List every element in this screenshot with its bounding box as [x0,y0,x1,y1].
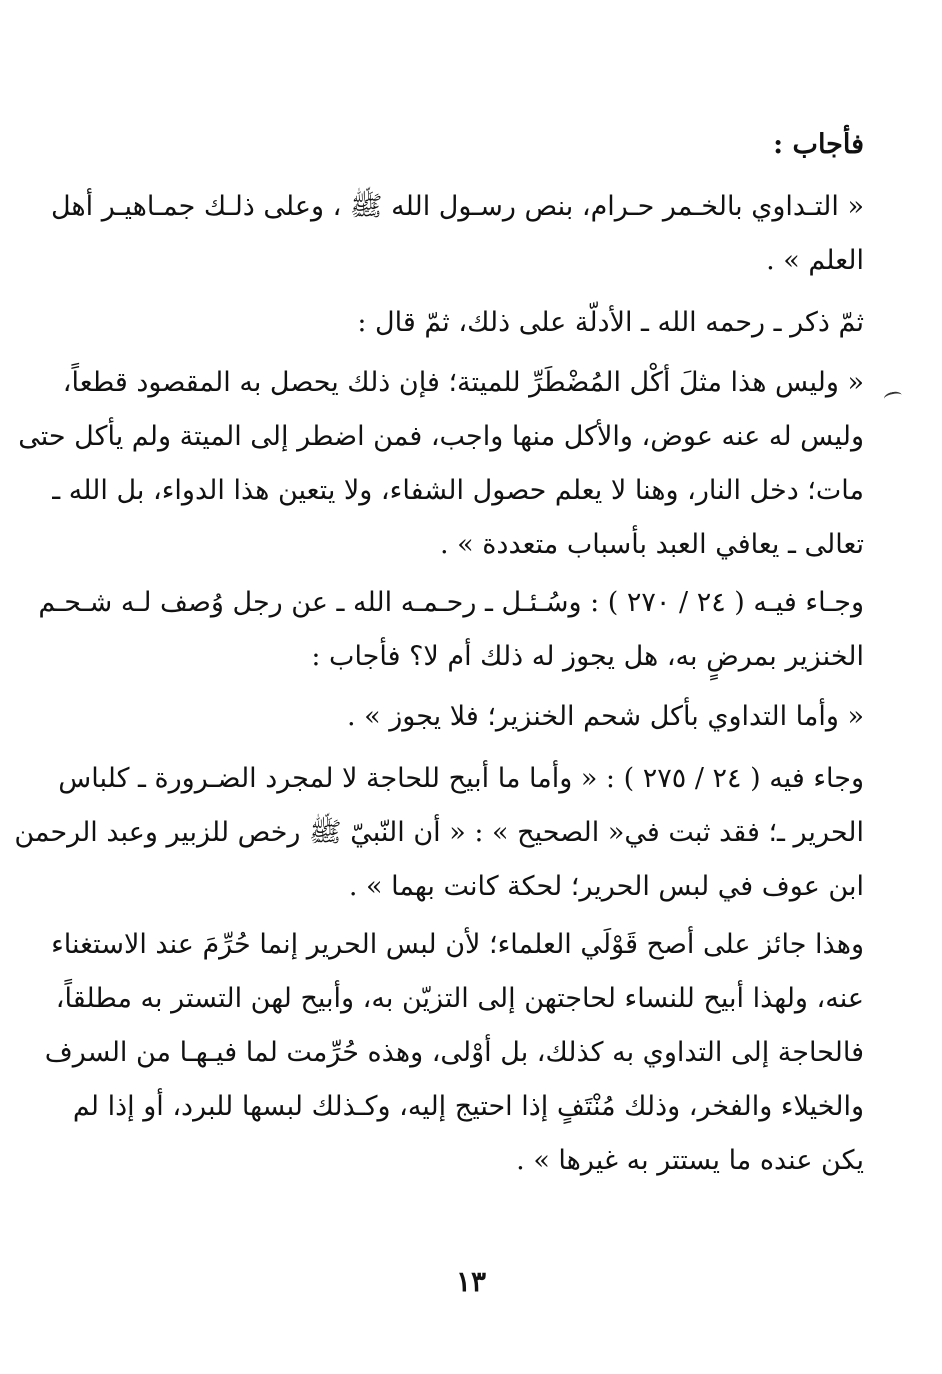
heading-fa-ajab: فأجاب : [773,129,864,160]
paragraph-line: فالحاجة إلى التداوي به كذلك، بل أوْلى، وهذه حُرِّمت لما فيـهـا من السرف [44,1037,864,1068]
paragraph-line: وجـاء فيـه ( ٢٤ / ٢٧٠ ) : وسُـئـل ـ رحـمـه الله ـ عن رجل وُصف لـه شـحـم [38,587,864,618]
paragraph-line: والخيلاء والفخر، وذلك مُنْتَفٍ إذا احتيج إليه، وكـذلك لبسها للبرد، أو إذا لم [72,1091,864,1122]
paragraph-line: عنه، ولهذا أبيح للنساء لحاجتهن إلى التزيّن به، وأبيح لهن التستر به مطلقاً، [55,983,864,1014]
paragraph-3 [18,356,864,572]
paragraph-line: ابن عوف في لبس الحرير؛ لحكة كانت بهما » . [348,871,864,902]
paragraph-line: تعالى ـ يعافي العبد بأسباب متعددة » . [440,529,864,560]
paragraph-line: العلم » . [766,245,864,276]
margin-mark-icon [883,390,903,404]
paragraph-7 [44,918,864,1188]
paragraph-2 [100,296,864,350]
paragraph-1 [50,180,864,288]
paragraph-line: ثمّ ذكر ـ رحمه الله ـ الأدلّة على ذلك، ثمّ قال : [357,307,864,338]
paragraph-line: الحرير ـ؛ فقد ثبت في« الصحيح » : « أن النّبيّ ﷺ رخص للزبير وعبد الرحمن [14,817,864,848]
paragraph-line: يكن عنده ما يستتر به غيرها » . [516,1145,864,1176]
paragraph-line: الخنزير بمرضٍ به، هل يجوز له ذلك أم لا؟ فأجاب : [311,641,864,672]
paragraph-line: « التـداوي بالخـمر حـرام، بنص رسـول الله ﷺ ، وعلى ذلـك جمـاهيـر أهل [50,191,864,222]
page-number: ١٣ [455,1265,487,1298]
paragraph-line: وليس له عنه عوض، والأكل منها واجب، فمن اضطر إلى الميتة ولم يأكل حتى [18,421,864,452]
paragraph-line: وجاء فيه ( ٢٤ / ٢٧٥ ) : « وأما ما أبيح للحاجة لا لمجرد الضـرورة ـ كلباس [58,763,864,794]
paragraph-4 [38,576,864,684]
paragraph-line: « وأما التداوي بأكل شحم الخنزير؛ فلا يجوز » . [346,701,864,732]
paragraph-line: مات؛ دخل النار، وهنا لا يعلم حصول الشفاء، ولا يتعين هذا الدواء، بل الله ـ [52,475,864,506]
paragraph-line: وهذا جائز على أصح قَوْلَي العلماء؛ لأن لبس الحرير إنما حُرِّمَ عند الاستغناء [51,929,864,960]
paragraph-line: « وليس هذا مثلَ أكْل المُضْطَرِّ للميتة؛ فإن ذلك يحصل به المقصود قطعاً، [62,367,864,398]
paragraph-6 [14,752,864,914]
paragraph-5 [100,690,864,744]
